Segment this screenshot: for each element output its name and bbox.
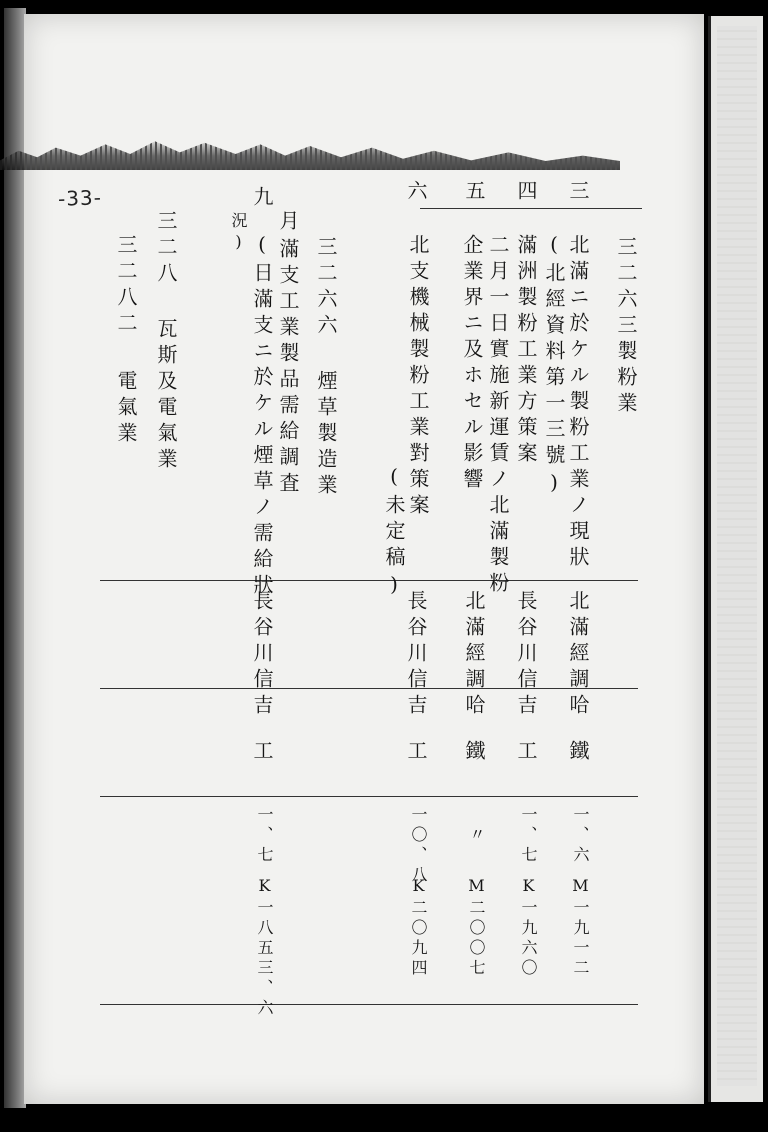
document-page: [24, 14, 704, 1104]
page-number-note: -33-: [57, 185, 103, 211]
section-code: 三二六三: [614, 236, 638, 340]
column-rule-4: [100, 1004, 638, 1005]
entry-subtitle: (日滿支ニ於ケル煙草ノ需給狀: [250, 232, 274, 600]
entry-dept: 鐵: [462, 740, 486, 766]
entry-reference: K一九六〇: [519, 876, 538, 979]
column-rule-3: [100, 796, 638, 797]
entry-author: 長谷川信吉: [514, 590, 538, 720]
entry-volume: 一、七: [255, 806, 274, 866]
section-title: 製粉業: [614, 340, 638, 418]
entry-author: 長谷川信吉: [250, 590, 274, 720]
entry-author: 長谷川信吉: [404, 590, 428, 720]
book-spine: [4, 8, 26, 1108]
entry-subtitle: (北經資料第一三號): [542, 232, 566, 500]
section-title: 煙草製造業: [314, 370, 338, 500]
entry-dept: 工: [250, 740, 274, 766]
section-code: 三二六六: [314, 236, 338, 340]
entry-subtitle-end: 況): [229, 212, 248, 255]
entry-volume: 〃: [467, 826, 486, 846]
column-rule-1: [100, 580, 638, 581]
entry-number: 三: [566, 180, 590, 206]
entry-reference: M二〇〇七: [467, 876, 486, 979]
column-rule-2: [100, 688, 638, 689]
section-title: 電氣業: [114, 370, 138, 448]
entry-reference: K一八五三、六: [255, 876, 274, 1019]
entry-number: 六: [404, 180, 428, 206]
entry-title: 二月一日實施新運賃ノ北滿製粉: [486, 234, 510, 598]
entry-prefix: 月: [276, 210, 300, 236]
entry-title: 北支機械製粉工業對策案: [406, 234, 430, 520]
entry-dept: 鐵: [566, 740, 590, 766]
entry-reference: K二〇九四: [409, 876, 428, 979]
entry-dept: 工: [514, 740, 538, 766]
section-title: 瓦斯及電氣業: [154, 318, 178, 474]
entry-title: 滿洲製粉工業方策案: [514, 234, 538, 468]
entry-number: 四: [514, 180, 538, 206]
entry-dept: 工: [404, 740, 428, 766]
section-code: 三二八: [154, 210, 178, 288]
entry-volume: 一、六: [571, 806, 590, 866]
entry-subtitle: (未定稿): [382, 464, 406, 602]
entry-subtitle: 企業界ニ及ホセル影響: [460, 234, 484, 494]
entry-title: 北滿ニ於ケル製粉工業ノ現狀: [566, 234, 590, 572]
entry-number: 九: [250, 186, 274, 212]
entry-volume: 一、七: [519, 806, 538, 866]
entry-author: 北滿經調哈: [462, 590, 486, 720]
entry-number: 五: [462, 180, 486, 206]
entry-volume: 一〇、八: [409, 806, 428, 886]
header-rule: [420, 208, 642, 209]
entry-title: 滿支工業製品需給調査: [276, 238, 300, 498]
section-code: 三二八二: [114, 234, 138, 338]
adjacent-page-edge: [708, 16, 763, 1102]
entry-author: 北滿經調哈: [566, 590, 590, 720]
entry-reference: M一九一二: [571, 876, 590, 979]
